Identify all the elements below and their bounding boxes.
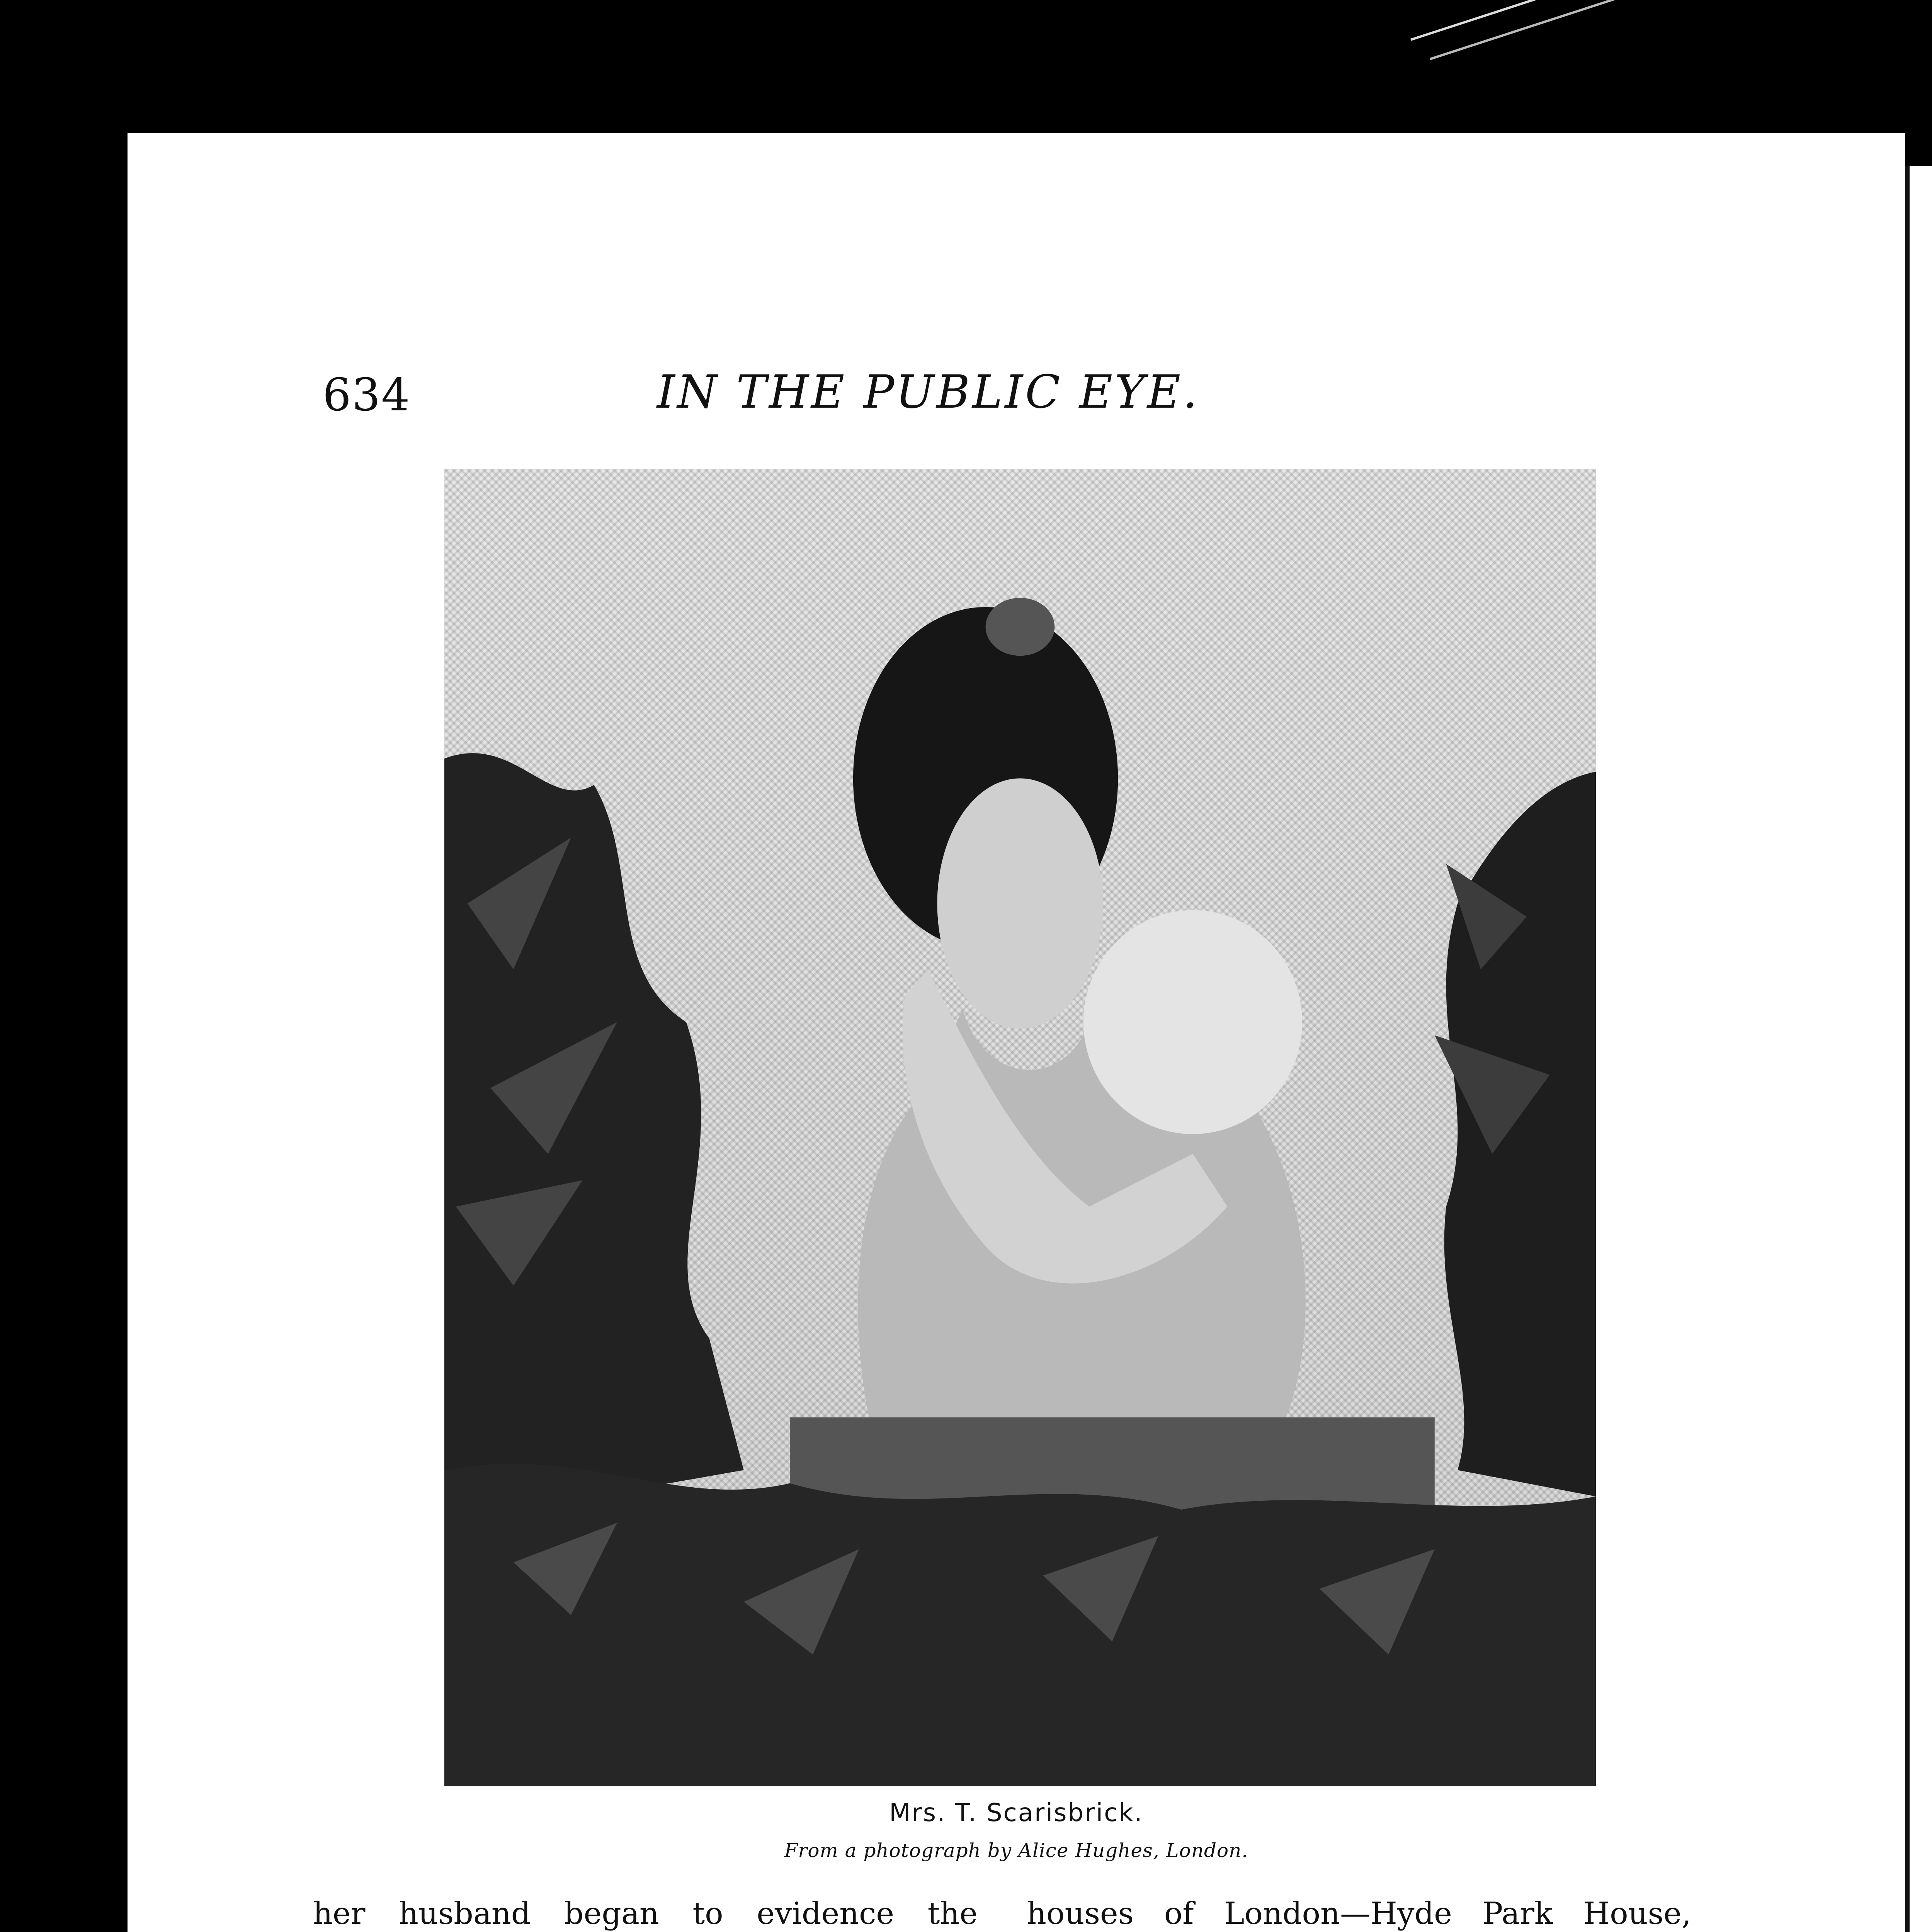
portrait-photograph	[444, 469, 1596, 1786]
paragraph: houses of London—Hyde Park House,	[1027, 1896, 1691, 1931]
adjacent-page-edge	[1905, 166, 1932, 1932]
right-column	[1027, 1895, 1691, 1932]
page-number: 634	[323, 369, 411, 421]
left-column	[313, 1895, 978, 1932]
page-edge-line	[1410, 0, 1815, 41]
magazine-page	[128, 133, 1905, 1932]
figure-caption: Mrs. T. Scarisbrick.	[889, 1799, 1143, 1827]
page-edge-line	[1430, 0, 1798, 60]
running-head: IN THE PUBLIC EYE.	[657, 365, 1200, 418]
portrait-illustration	[444, 469, 1596, 1786]
photo-credit: From a photograph by Alice Hughes, London.	[784, 1839, 1248, 1862]
paragraph: her husband began to evidence the	[313, 1896, 978, 1931]
